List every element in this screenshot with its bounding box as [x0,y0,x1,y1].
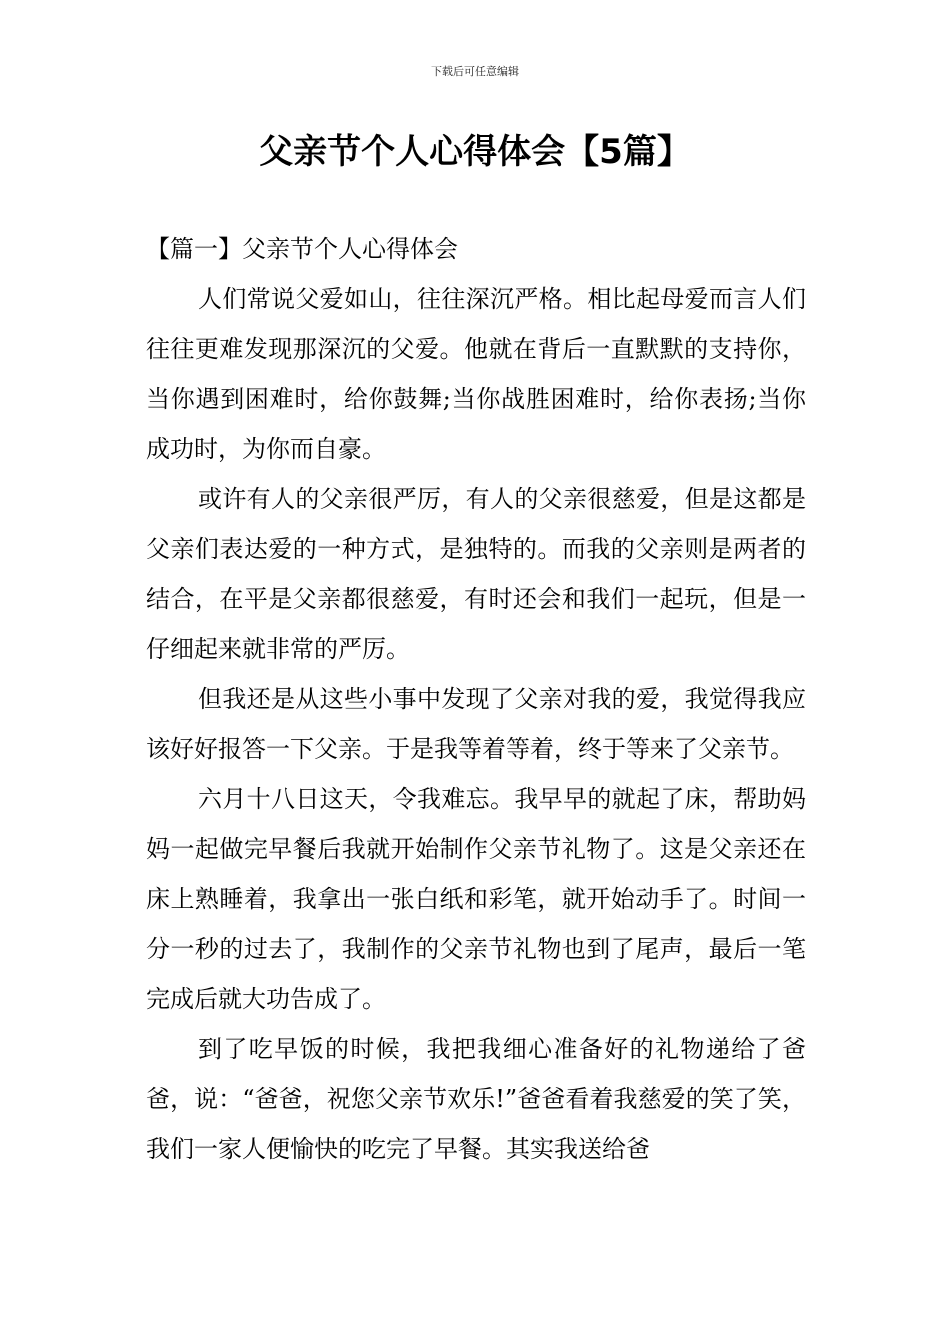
paragraph-1: 人们常说父爱如山，往往深沉严格。相比起母爱而言人们往往更难发现那深沉的父爱。他就在背后一直默默的支持你，当你遇到困难时，给你鼓舞;当你战胜困难时，给你表扬;当你成功时，为你而自豪。 [146,285,806,463]
document-title: 父亲节个人心得体会【5篇】 [259,132,691,172]
paragraph-5: 到了吃早饭的时候，我把我细心准备好的礼物递给了爸爸，说：“爸爸，祝您父亲节欢乐!”爸爸看着我慈爱的笑了笑，我们一家人便愉快的吃完了早餐。其实我送给爸 [146,1035,806,1163]
header-note: 下载后可任意编辑 [431,65,519,78]
paragraph-3: 但我还是从这些小事中发现了父亲对我的爱，我觉得我应该好好报答一下父亲。于是我等着等着，终于等来了父亲节。 [146,685,806,763]
document-body [146,224,806,1174]
section-heading: 【篇一】父亲节个人心得体会 [146,235,458,263]
paragraph-4: 六月十八日这天，令我难忘。我早早的就起了床，帮助妈妈一起做完早餐后我就开始制作父亲节礼物了。这是父亲还在床上熟睡着，我拿出一张白纸和彩笔，就开始动手了。时间一分一秒的过去了，我制作的父亲节礼物也到了尾声，最后一笔完成后就大功告成了。 [146,785,806,1013]
paragraph-2: 或许有人的父亲很严厉，有人的父亲很慈爱，但是这都是父亲们表达爱的一种方式，是独特的。而我的父亲则是两者的结合，在平是父亲都很慈爱，有时还会和我们一起玩，但是一仔细起来就非常的严厉。 [146,485,806,663]
